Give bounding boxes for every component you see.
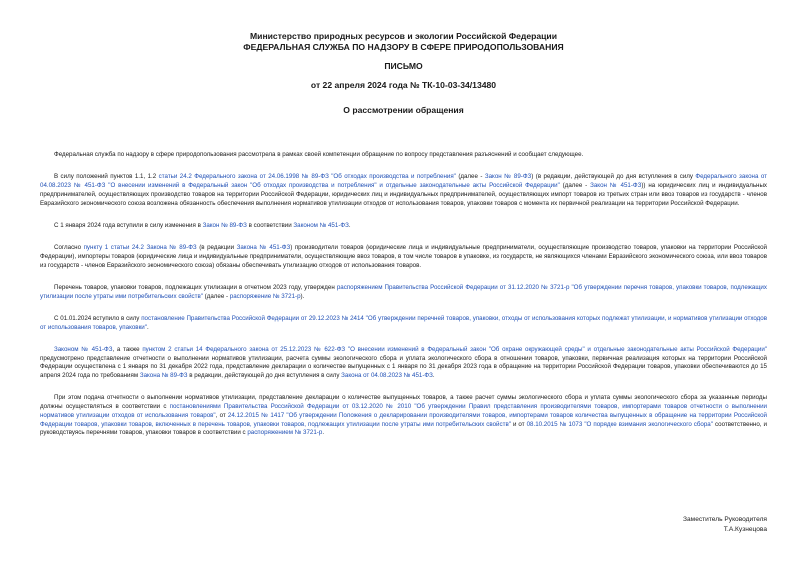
- paragraph-text: С 01.01.2024 вступило в силу: [54, 314, 142, 322]
- document-date-number: от 22 апреля 2024 года № ТК-10-03-34/13480: [310, 79, 497, 90]
- paragraph-text: .: [146, 323, 149, 331]
- document-body: [40, 151, 767, 448]
- paragraph-text: С 1 января 2024 года вступили в силу изменения в: [54, 221, 203, 229]
- paragraph: [40, 173, 767, 208]
- paragraph-text: предусмотрено представление отчетности о выполнении нормативов утилизации, расчета суммы экологического сбора и уплата экологического сбора в отношении товаров, упаковки, первичная реализация которых на территории Российской Федерации осуществлена с 1 января по 31 декабря 2022 года, представление декларации о количестве выпущенных с 1 января по 31 декабря 2023 года в обращение на территории Российской Федерации товаров, упаковки обеспечиваются до 15 апреля 2024 года по требованиям: [40, 354, 767, 380]
- legal-reference-link[interactable]: Закон № 451-ФЗ: [590, 181, 642, 189]
- legal-reference-link[interactable]: распоряжение № 3721-р: [229, 292, 301, 300]
- paragraph: [40, 346, 767, 381]
- signer-position: Заместитель Руководителя: [683, 516, 767, 523]
- paragraph-text: .: [322, 429, 325, 437]
- paragraph: [40, 315, 767, 333]
- signature-block: [683, 515, 767, 535]
- service-name: ФЕДЕРАЛЬНАЯ СЛУЖБА ПО НАДЗОРУ В СФЕРЕ ПРИРОДОПОЛЬЗОВАНИЯ: [243, 41, 564, 52]
- paragraph-text: (далее -: [559, 181, 591, 189]
- legal-reference-link[interactable]: постановление Правительства Российской Федерации от 29.12.2023 № 2414 "Об утверждении перечней товаров, упаковки, отходы от использования которых подлежат утилизации, и нормативов утилизации отходов от использования товаров, упаковки": [40, 314, 767, 331]
- paragraph-text: Перечень товаров, упаковки товаров, подлежащих утилизации в отчетном 2023 году, утвержден: [54, 283, 337, 291]
- document-subject: О рассмотрении обращения: [343, 105, 464, 115]
- paragraph-text: Согласно: [54, 243, 84, 251]
- legal-reference-link[interactable]: 08.10.2015 № 1073 "О порядке взимания экологического сбора": [526, 420, 713, 428]
- legal-reference-link[interactable]: Закона № 89-ФЗ: [139, 372, 188, 380]
- legal-reference-link[interactable]: распоряжением Правительства Российской Федерации от 31.12.2020 № 3721-р "Об утверждении перечня товаров, упаковки товаров, подлежащих утилизации после утраты ими потребительских свойств": [40, 283, 767, 300]
- paragraph: [40, 394, 767, 438]
- legal-reference-link[interactable]: Закон № 89-ФЗ: [484, 173, 532, 181]
- paragraph: [40, 244, 767, 270]
- legal-reference-link[interactable]: Федерального закона от 04.08.2023 № 451-ФЗ "О внесении изменений в Федеральный закон "Об отходах производства и потребления" и отдельные законодательные акты Российской Федерации": [40, 173, 767, 189]
- paragraph: [40, 284, 767, 302]
- legal-reference-link[interactable]: 24.12.2015 № 1417 "Об утверждении Положения о декларировании производителями товаров, импортерами товаров количества выпущенных в обращение на территории Российской Федерации товаров, упаковки товаров, включенных в перечень товаров, упаковки товаров, подлежащих утилизации после утраты ими потребительских свойств": [40, 411, 768, 428]
- legal-reference-link[interactable]: Закона № 451-ФЗ: [236, 243, 291, 251]
- paragraph-text: (в редакции: [196, 243, 237, 251]
- paragraph-text: .: [348, 221, 351, 229]
- legal-reference-link[interactable]: пункту 1 статьи 24.2 Закона № 89-ФЗ: [83, 243, 197, 251]
- paragraph-text: , от: [215, 411, 228, 419]
- paragraph-text: , а также: [112, 345, 143, 353]
- legal-reference-link[interactable]: пунктом 2 статьи 14 Федерального закона от 25.12.2023 № 622-ФЗ "О внесении изменений в Федеральный закон "Об охране окружающей среды" и отдельные законодательные акты Российской Федерации": [142, 345, 767, 353]
- paragraph-text: ) (в редакции, действующей до дня вступления в силу: [531, 173, 696, 181]
- paragraph-text: (далее -: [455, 173, 485, 181]
- legal-reference-link[interactable]: Закон № 89-ФЗ: [202, 221, 247, 229]
- paragraph-text: .: [432, 372, 435, 380]
- paragraph-text: )) на юридических лиц и индивидуальных предпринимателей, осуществляющих производство товаров на территории Российской Федерации, юридических лиц и индивидуальных предпринимателей, осуществляющих импорт товаров из третьих стран или ввоз товаров из государств - членов Евразийского экономического союза возложена обязанность обеспечения выполнения нормативов утилизации отходов от использования товаров, упаковки товаров с момента их первичной реализации на территории Российской Федерации.: [40, 181, 767, 207]
- paragraph-text: При этом подача отчетности о выполнении нормативов утилизации, представление декларации о количестве выпущенных товаров, а также расчет суммы экологического сбора и уплата суммы экологического сбора за указанные периоды должны осуществляться в соответствии с: [40, 394, 767, 411]
- paragraph-text: ) производители товаров (юридические лица и индивидуальные предприниматели, осуществляющие производство товаров, упаковки на территории Российской Федерации), импортеры товаров (юридические лица и индивидуальные предприниматели, осуществляющие ввоз товаров, в том числе товаров в упаковке, из государств, не являющихся членами Евразийского экономического союза, или ввоз товаров из государств - членов Евразийского экономического союза) обязаны обеспечивать утилизацию отходов от использования товаров.: [40, 243, 768, 269]
- legal-reference-link[interactable]: постановлениями Правительства Российской Федерации от 03.12.2020 № 2010 "Об утверждении Правил представления производителями товаров, импортерами товаров отчетности о выполнении нормативов утилизации отходов от использования товаров": [40, 403, 767, 419]
- ministry-name: Министерство природных ресурсов и экологии Российской Федерации: [250, 31, 557, 41]
- paragraph: [40, 151, 767, 160]
- legal-reference-link[interactable]: Закона от 04.08.2023 № 451-ФЗ: [341, 372, 433, 380]
- paragraph: [40, 222, 767, 231]
- paragraph-text: Федеральная служба по надзору в сфере природопользования рассмотрела в рамках своей компетенции обращение по вопросу представления разъяснений и сообщает следующее.: [54, 151, 584, 158]
- paragraph-text: и от: [510, 420, 527, 428]
- paragraph-text: В силу положений пунктов 1.1, 1.2: [54, 173, 159, 181]
- legal-reference-link[interactable]: распоряжением № 3721-р: [247, 429, 323, 437]
- paragraph-text: соответственно, и руководствуясь перечнями товаров, упаковки товаров в соответствии с: [40, 420, 767, 437]
- document-type: ПИСЬМО: [384, 61, 423, 71]
- paragraph-text: (далее -: [202, 292, 230, 300]
- legal-reference-link[interactable]: Законом № 451-ФЗ: [54, 345, 113, 353]
- legal-reference-link[interactable]: Законом № 451-ФЗ: [293, 221, 349, 229]
- signer-name: Т.А.Кузнецова: [723, 526, 767, 533]
- paragraph-text: в редакции, действующей до дня вступления в силу: [187, 372, 342, 380]
- paragraph-text: в соответствии: [246, 221, 294, 229]
- paragraph-text: ).: [300, 292, 305, 300]
- legal-reference-link[interactable]: статьи 24.2 Федерального закона от 24.06.1998 № 89-ФЗ "Об отходах производства и потребления": [158, 173, 456, 181]
